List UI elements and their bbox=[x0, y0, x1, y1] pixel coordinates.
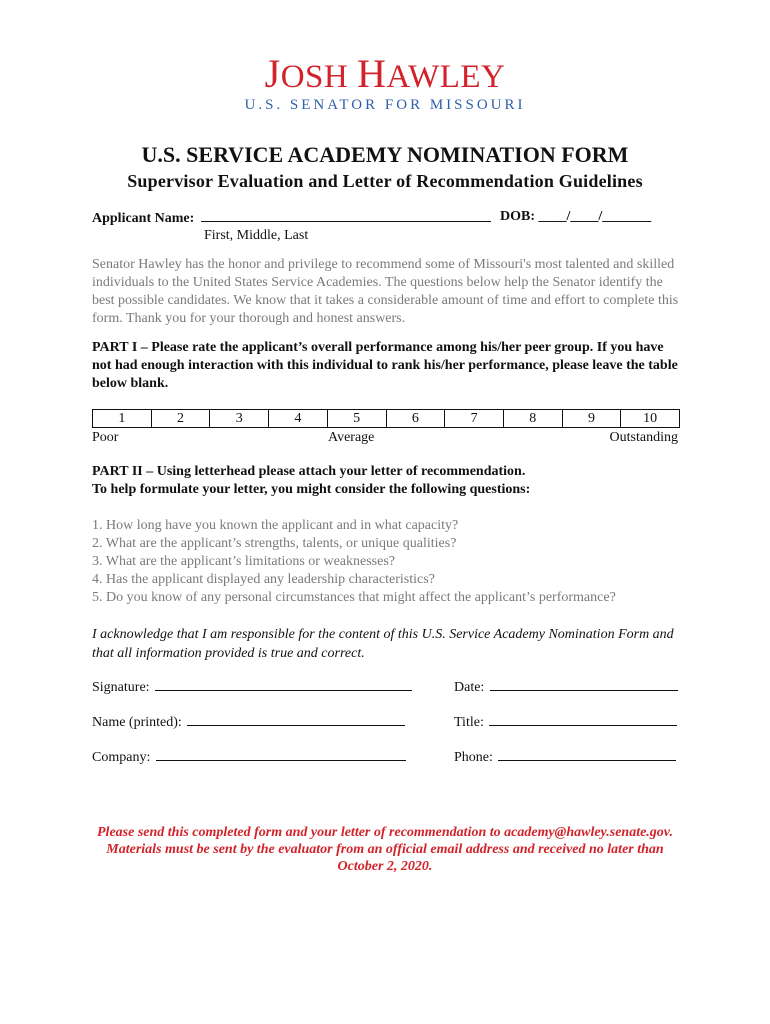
scale-high-label: Outstanding bbox=[609, 430, 678, 445]
question-item: 1. How long have you known the applicant and in what capacity? bbox=[92, 518, 459, 533]
phone-field[interactable] bbox=[498, 748, 676, 761]
rating-cell-6[interactable]: 6 bbox=[386, 410, 445, 427]
phone-row bbox=[454, 748, 676, 766]
rating-cell-9[interactable]: 9 bbox=[562, 410, 621, 427]
dob-field[interactable]: ____/____/_______ bbox=[538, 209, 652, 224]
signature-label: Signature: bbox=[92, 680, 150, 695]
scale-low-label: Poor bbox=[92, 430, 119, 445]
notice-line-1: Please send this completed form and your letter of recommendation to academy@hawley.senate.gov. bbox=[97, 825, 673, 840]
applicant-row bbox=[92, 209, 672, 227]
question-item: 3. What are the applicant’s limitations or weaknesses? bbox=[92, 554, 395, 569]
part2-line-1: PART II – Using letterhead please attach your letter of recommendation. bbox=[92, 464, 526, 479]
name-field[interactable] bbox=[187, 713, 405, 726]
dob-group bbox=[500, 209, 651, 225]
rating-cell-3[interactable]: 3 bbox=[209, 410, 268, 427]
part2-line-2: To help formulate your letter, you might consider the following questions: bbox=[92, 482, 531, 497]
rating-table bbox=[92, 409, 680, 428]
part1-instructions: PART I – Please rate the applicant’s overall performance among his/her peer group. If you have not had enough interaction with this individual to rank his/her performance, please leave the table below blank. bbox=[92, 340, 678, 391]
date-field[interactable] bbox=[490, 678, 678, 691]
applicant-name-hint: First, Middle, Last bbox=[204, 228, 309, 243]
senator-title: U.S. SENATOR FOR MISSOURI bbox=[244, 97, 526, 113]
question-item: 2. What are the applicant’s strengths, talents, or unique qualities? bbox=[92, 536, 457, 551]
signature-field[interactable] bbox=[155, 678, 412, 691]
rating-cell-1[interactable]: 1 bbox=[118, 411, 126, 426]
dob-label: DOB: bbox=[500, 209, 535, 224]
name-label: Name (printed): bbox=[92, 715, 182, 730]
part2-instructions bbox=[92, 463, 682, 499]
notice-line-2: Materials must be sent by the evaluator from an official email address and received no later than bbox=[106, 842, 664, 857]
title-field[interactable] bbox=[489, 713, 677, 726]
senator-logo bbox=[0, 51, 770, 114]
company-row bbox=[92, 748, 406, 766]
rating-cell-2[interactable]: 2 bbox=[151, 410, 210, 427]
intro-paragraph: Senator Hawley has the honor and privilege to recommend some of Missouri's most talented and skilled individuals to the United States Service Academies. The questions below help the Senator identify the best possible candidates. We know that it takes a considerable amount of time and effort to complete this form. Thank you for your thorough and honest answers. bbox=[92, 257, 679, 326]
date-label: Date: bbox=[454, 680, 485, 695]
form-title: U.S. SERVICE ACADEMY NOMINATION FORM bbox=[141, 142, 629, 167]
scale-mid-label: Average bbox=[328, 430, 375, 445]
question-item: 5. Do you know of any personal circumstances that might affect the applicant’s performance? bbox=[92, 590, 616, 605]
rating-cell-5[interactable]: 5 bbox=[327, 410, 386, 427]
rating-cell-7[interactable]: 7 bbox=[444, 410, 503, 427]
title-row bbox=[454, 713, 677, 731]
signature-row bbox=[92, 678, 412, 696]
phone-label: Phone: bbox=[454, 750, 493, 765]
question-list bbox=[92, 517, 692, 607]
notice-line-3: October 2, 2020. bbox=[337, 859, 433, 874]
title-label: Title: bbox=[454, 715, 484, 730]
company-field[interactable] bbox=[156, 748, 406, 761]
rating-cell-10[interactable]: 10 bbox=[620, 410, 679, 427]
question-item: 4. Has the applicant displayed any leadership characteristics? bbox=[92, 572, 435, 587]
date-row bbox=[454, 678, 678, 696]
name-row bbox=[92, 713, 405, 731]
form-subtitle: Supervisor Evaluation and Letter of Recommendation Guidelines bbox=[127, 171, 643, 191]
company-label: Company: bbox=[92, 750, 151, 765]
rating-cell-4[interactable]: 4 bbox=[268, 410, 327, 427]
senator-name: JOSH HAWLEY bbox=[264, 51, 506, 96]
applicant-name-label: Applicant Name: bbox=[92, 211, 195, 226]
submission-notice bbox=[0, 824, 770, 875]
applicant-name-field[interactable] bbox=[201, 209, 491, 222]
acknowledgement-statement: I acknowledge that I am responsible for the content of this U.S. Service Academy Nomination Form and that all information provided is true and correct. bbox=[92, 627, 674, 661]
rating-cell-8[interactable]: 8 bbox=[503, 410, 562, 427]
